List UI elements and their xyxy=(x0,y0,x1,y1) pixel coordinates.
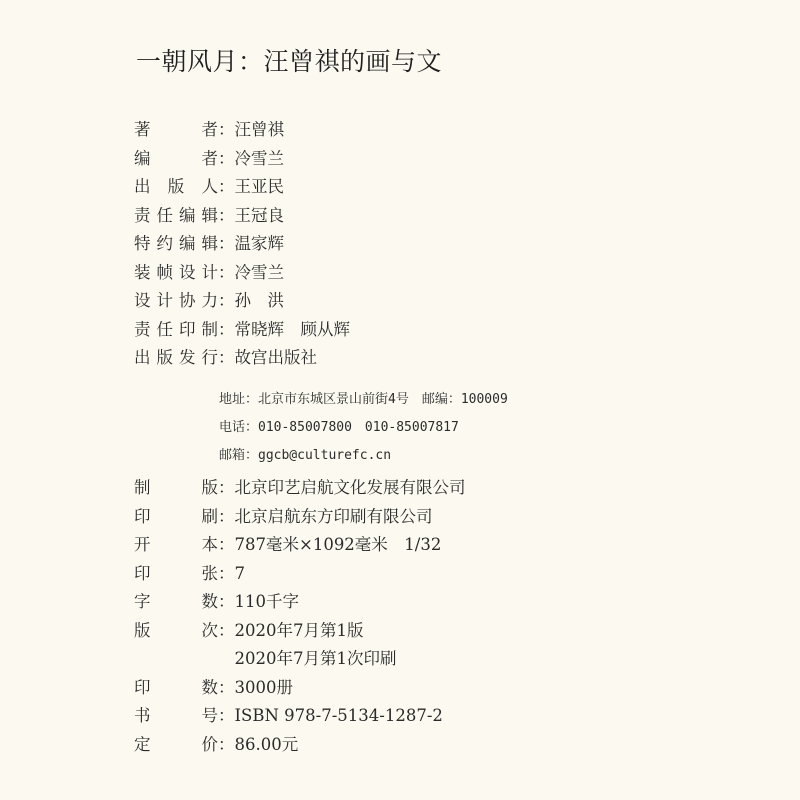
credit-row-distributor: 出 版 发 行 ： 故宫出版社 xyxy=(134,344,350,373)
credit-row-design: 装 帧 设 计 ： 冷雪兰 xyxy=(134,259,350,288)
publisher-address: 地址：北京市东城区景山前街4号 邮编：100009 xyxy=(219,392,508,407)
credit-value: 王冠良 xyxy=(234,205,284,225)
spec-row-edition: 版 次 ： 2020年7月第1版 xyxy=(134,617,466,646)
credit-value: 常晓辉 顾从辉 xyxy=(234,319,350,339)
spec-row-sheets: 印 张 ： 7 xyxy=(134,560,466,589)
spec-row-word-count: 字 数 ： 110千字 xyxy=(134,588,466,617)
credit-value: 故宫出版社 xyxy=(234,348,317,367)
credit-value: 温家辉 xyxy=(234,234,284,253)
credit-label: 设 计 协 力 xyxy=(134,291,218,310)
credit-value: 王亚民 xyxy=(234,177,284,196)
credit-value: 冷雪兰 xyxy=(234,148,284,168)
spec-value: 787毫米×1092毫米 1/32 xyxy=(234,535,442,554)
spec-row-print-run: 印 数 ： 3000册 xyxy=(134,674,466,703)
spec-row-platemaking: 制 版 ： 北京印艺启航文化发展有限公司 xyxy=(134,474,466,503)
credit-label: 出 版 人 xyxy=(134,177,218,196)
credit-label: 出 版 发 行 xyxy=(134,348,218,367)
credit-value: 汪曾祺 xyxy=(234,120,284,139)
credit-row-printing-supervisor: 责 任 印 制 ： 常晓辉 顾从辉 xyxy=(134,316,350,345)
spec-row-isbn: 书 号 ： ISBN 978-7-5134-1287-2 xyxy=(134,702,466,731)
credit-row-author: 著 者 ： 汪曾祺 xyxy=(134,116,350,145)
spec-label: 印 张 xyxy=(134,563,218,583)
credit-row-editor: 编 者 ： 冷雪兰 xyxy=(134,145,350,174)
spec-value: 3000册 xyxy=(234,677,293,697)
credit-label: 责 任 印 制 xyxy=(134,319,218,339)
spec-value: 2020年7月第1版 xyxy=(234,620,364,640)
publisher-email: 邮箱：ggcb@culturefc.cn xyxy=(219,448,392,463)
spec-row-price: 定 价 ： 86.00元 xyxy=(134,731,466,760)
spec-value: 110千字 xyxy=(234,592,299,611)
credit-value: 孙 洪 xyxy=(234,291,284,310)
publisher-contact xyxy=(219,388,508,472)
credit-label: 编 者 xyxy=(134,148,218,168)
spec-label: 书 号 xyxy=(134,706,218,725)
spec-value: 7 xyxy=(234,563,245,583)
spec-value: 北京启航东方印刷有限公司 xyxy=(234,506,433,526)
credit-row-special-editor: 特 约 编 辑 ： 温家辉 xyxy=(134,230,350,259)
credit-row-design-assist: 设 计 协 力 ： 孙 洪 xyxy=(134,287,350,316)
spec-value: 2020年7月第1次印刷 xyxy=(234,649,397,668)
credit-label: 装 帧 设 计 xyxy=(134,262,218,282)
credit-label: 特 约 编 辑 xyxy=(134,234,218,253)
spec-label: 印 数 xyxy=(134,677,218,697)
spec-value: 86.00元 xyxy=(234,734,299,754)
credit-row-responsible-editor: 责 任 编 辑 ： 王冠良 xyxy=(134,202,350,231)
publisher-phone: 电话：010-85007800 010-85007817 xyxy=(219,420,459,435)
spec-label: 开 本 xyxy=(134,535,218,554)
specs-block xyxy=(134,474,466,759)
spec-row-impression xyxy=(134,645,466,674)
credit-row-publisher: 出 版 人 ： 王亚民 xyxy=(134,173,350,202)
spec-label: 定 价 xyxy=(134,734,218,754)
spec-value: ISBN 978-7-5134-1287-2 xyxy=(234,706,443,725)
spec-label: 制 版 xyxy=(134,478,218,497)
spec-row-printing: 印 刷 ： 北京启航东方印刷有限公司 xyxy=(134,503,466,532)
spec-value: 北京印艺启航文化发展有限公司 xyxy=(234,478,466,497)
spec-row-format: 开 本 ： 787毫米×1092毫米 1/32 xyxy=(134,531,466,560)
spec-label: 印 刷 xyxy=(134,506,218,526)
spec-label: 字 数 xyxy=(134,592,218,611)
credit-label: 著 者 xyxy=(134,120,218,139)
credit-value: 冷雪兰 xyxy=(234,262,284,282)
credits-block xyxy=(134,116,350,373)
spec-label: 版 次 xyxy=(134,620,218,640)
credit-label: 责 任 编 辑 xyxy=(134,205,218,225)
book-title: 一朝风月：汪曾祺的画与文 xyxy=(136,47,443,76)
